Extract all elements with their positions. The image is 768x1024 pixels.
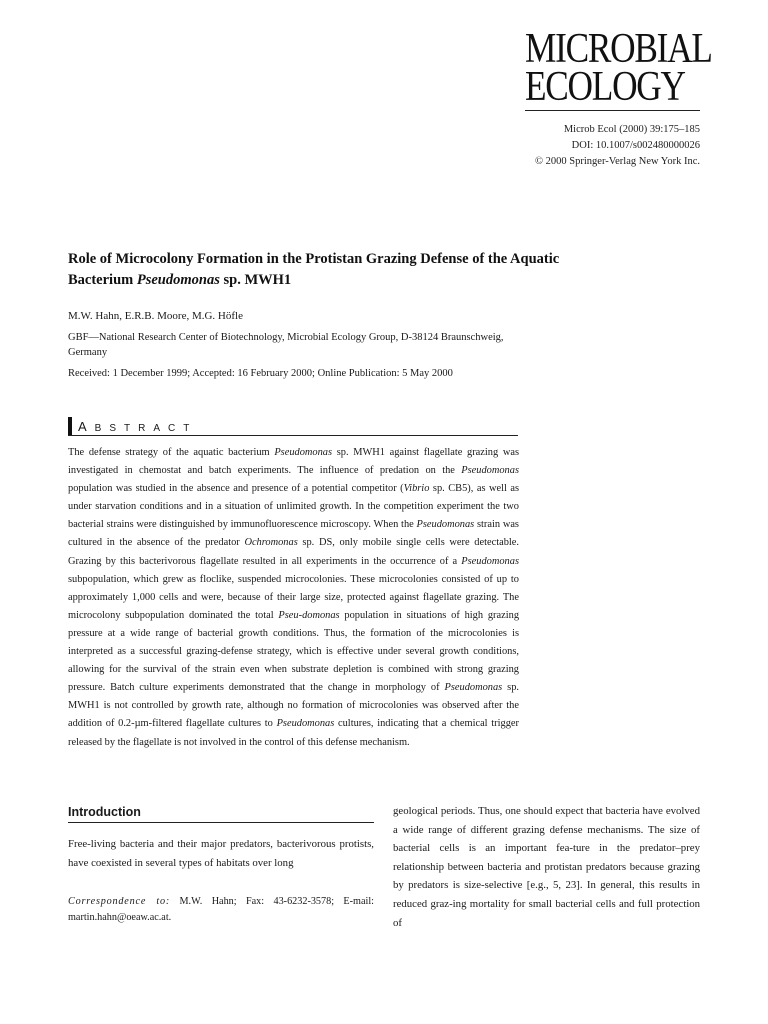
abstract-segment: subpopulation, which grew as floclike, suspended microcolonies. These microcolonies consisted of up to approximately 1,000 cells and were, because of their large size, protected against flagellate grazing. The microcolony subpopulation dominated the total [68, 573, 519, 621]
abstract-segment: sp. DS, only mobile single cells were detectable. Grazing by this bacterivorous flagellate resulted in all experiments in the occurrence of a [68, 537, 519, 567]
correspondence-label: Correspondence to: [68, 896, 171, 907]
abstract-segment: population in situations of high grazing pressure at a wide range of bacterial growth conditions. Thus, the formation of the microcolonies is interpreted as a successful grazing-defense strategy, which is effective under several growth conditions, allowing for the survival of the strain even when substrate depletion is combined with strong grazing pressure. Batch culture experiments demonstrated that the change in morphology of [68, 609, 520, 694]
correspondence-text: M.W. Hahn; Fax: 43-6232-3578; E-mail: martin.hahn@oeaw.ac.at. [68, 896, 374, 923]
journal-rule [525, 110, 700, 111]
abstract-segment: sp. MWH1 is not controlled by growth rate, although no formation of microcolonies was observed after the addition of 0.2-µm-filtered flagellate cultures to [68, 682, 519, 730]
correspondence-note [68, 894, 374, 926]
authors: M.W. Hahn, E.R.B. Moore, M.G. Höfle [68, 310, 243, 322]
abstract-segment: strain was cultured in the absence of the predator [68, 519, 519, 549]
citation-copyright: © 2000 Springer-Verlag New York Inc. [535, 156, 700, 167]
abstract-italic: Ochromonas [244, 537, 298, 549]
journal-logo [525, 26, 712, 110]
affiliation: GBF—National Research Center of Biotechnology, Microbial Ecology Group, D-38124 Braunschweig, Germany [68, 332, 504, 358]
abstract-italic: Pseu-domonas [278, 609, 340, 621]
abstract-segment: population was studied in the absence and presence of a potential competitor ( [68, 483, 404, 495]
introduction-text-right: geological periods. Thus, one should expect that bacteria have evolved a wide range of different grazing defense mechanisms. The size of bacterial cells is an important fea-ture in the predator–prey relationship between bacteria and protistan predators because grazing by predators is size-selective [e.g., 5, 23]. In general, this results in reduced graz-ing mortality for small bacterial cells and full protection of [393, 805, 700, 929]
introduction-text-left: Free-living bacteria and their major predators, bacterivorous protists, have coexisted in several types of habitats over long [68, 838, 374, 869]
abstract-italic: Pseudomonas [274, 447, 333, 458]
abstract-italic: Vibrio [403, 483, 430, 495]
abstract-label-rest: BSTRACT [94, 423, 198, 434]
abstract-segment: sp. CB5), as well as under starvation conditions and in a situation of unlimited growth. In the competition experiment the two bacterial strains were distinguished by immunofluorescence microscopy. When the [68, 483, 520, 531]
abstract-heading-bar [68, 417, 72, 435]
citation-block [535, 122, 700, 170]
abstract-label-initial: A [78, 419, 95, 434]
abstract-italic: Pseudomonas [444, 682, 503, 694]
citation-reference: Microb Ecol (2000) 39:175–185 [563, 124, 700, 135]
abstract-label [78, 419, 197, 434]
abstract-italic: Pseudomonas [416, 519, 475, 531]
abstract-italic: Pseudomonas [276, 718, 335, 730]
title-part2: sp. MWH1 [219, 272, 292, 288]
journal-name-line2: ECOLOGY [525, 64, 685, 110]
abstract-segment: cultures, indicating that a chemical trigger released by the flagellate is not involved in the control of this defense mechanism. [68, 718, 519, 748]
title-species: Pseudomonas [136, 272, 220, 288]
left-column [68, 805, 374, 926]
abstract-heading [68, 417, 518, 436]
abstract-text [68, 444, 519, 752]
citation-doi: DOI: 10.1007/s002480000026 [571, 140, 700, 151]
abstract-segment: sp. MWH1 against flagellate grazing was investigated in chemostat and batch experiments. The influence of predation on the [68, 447, 519, 477]
journal-name-line1: MICROBIAL [525, 26, 712, 72]
title-part1: Role of Microcolony Formation in the Protistan Grazing Defense of the Aquatic Bacterium [68, 251, 560, 288]
received-dates: Received: 1 December 1999; Accepted: 16 February 2000; Online Publication: 5 May 2000 [68, 368, 453, 379]
abstract-segment: The defense strategy of the aquatic bacterium [68, 447, 275, 458]
article-title [68, 249, 588, 291]
introduction-heading: Introduction [68, 805, 374, 823]
abstract-italic: Pseudomonas [461, 555, 519, 567]
abstract-italic: Pseudomonas [461, 465, 519, 477]
